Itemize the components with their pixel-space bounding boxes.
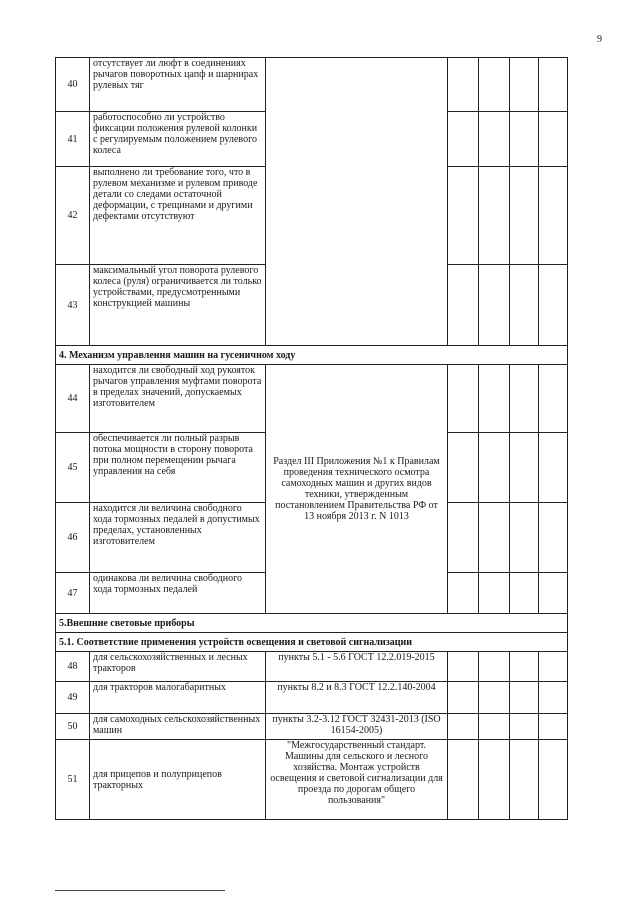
result-cell[interactable]: [479, 58, 510, 112]
check-question: для сельскохозяйственных и лесных тракторов: [90, 652, 266, 682]
table-row: [56, 365, 568, 433]
result-cell[interactable]: [510, 740, 539, 820]
result-cell[interactable]: [539, 112, 568, 167]
result-cell[interactable]: [539, 365, 568, 433]
row-number: 43: [56, 265, 90, 346]
row-number: 49: [56, 682, 90, 714]
section-heading-row: [56, 633, 568, 652]
result-cell[interactable]: [510, 503, 539, 573]
check-question: работоспособно ли устройство фиксации положения рулевой колонки с регулируемым положением рулевого колеса: [90, 112, 266, 167]
row-number: 50: [56, 714, 90, 740]
result-cell[interactable]: [539, 740, 568, 820]
check-question: выполнено ли требование того, что в рулевом механизме и рулевом приводе детали со следами остаточной деформации, с трещинами и другими дефектами отсутствуют: [90, 167, 266, 265]
requirement-cell: [266, 58, 448, 346]
result-cell[interactable]: [479, 167, 510, 265]
result-cell[interactable]: [448, 167, 479, 265]
section-heading-row: [56, 614, 568, 633]
table-row: [56, 58, 568, 112]
result-cell[interactable]: [479, 265, 510, 346]
check-question: обеспечивается ли полный разрыв потока мощности в сторону поворота при полном перемещении рычага управления на себя: [90, 433, 266, 503]
result-cell[interactable]: [510, 112, 539, 167]
row-number: 46: [56, 503, 90, 573]
row-number: 41: [56, 112, 90, 167]
check-question: находится ли величина свободного хода тормозных педалей в допустимых пределах, установленных изготовителем: [90, 503, 266, 573]
result-cell[interactable]: [479, 433, 510, 503]
result-cell[interactable]: [510, 682, 539, 714]
result-cell[interactable]: [448, 265, 479, 346]
result-cell[interactable]: [479, 714, 510, 740]
check-question: одинакова ли величина свободного хода тормозных педалей: [90, 573, 266, 614]
row-number: 51: [56, 740, 90, 820]
table-row: [56, 652, 568, 682]
result-cell[interactable]: [510, 652, 539, 682]
row-number: 40: [56, 58, 90, 112]
result-cell[interactable]: [479, 503, 510, 573]
legal-reference: Раздел III Приложения №1 к Правилам проведения технического осмотра самоходных машин и других видов техники, утвержденным постановлением Правительства РФ от 13 ноября 2013 г. N 1013: [266, 365, 448, 614]
check-question: находится ли свободный ход рукояток рычагов управления муфтами поворота в пределах значений, допускаемых изготовителем: [90, 365, 266, 433]
result-cell[interactable]: [479, 682, 510, 714]
result-cell[interactable]: [448, 433, 479, 503]
table-row: [56, 682, 568, 714]
section-title: 5.1. Соответствие применения устройств освещения и световой сигнализации: [56, 633, 568, 652]
result-cell[interactable]: [448, 365, 479, 433]
result-cell[interactable]: [539, 167, 568, 265]
row-number: 42: [56, 167, 90, 265]
inspection-checklist-table: [55, 57, 568, 820]
result-cell[interactable]: [539, 682, 568, 714]
result-cell[interactable]: [510, 58, 539, 112]
check-question: для самоходных сельскохозяйственных машин: [90, 714, 266, 740]
result-cell[interactable]: [479, 573, 510, 614]
result-cell[interactable]: [448, 503, 479, 573]
result-cell[interactable]: [448, 573, 479, 614]
result-cell[interactable]: [448, 58, 479, 112]
result-cell[interactable]: [510, 167, 539, 265]
row-number: 44: [56, 365, 90, 433]
check-question: максимальный угол поворота рулевого колеса (руля) ограничивается ли только устройствами, предусмотренными конструкцией машины: [90, 265, 266, 346]
result-cell[interactable]: [510, 573, 539, 614]
table-row: [56, 740, 568, 820]
row-number: 48: [56, 652, 90, 682]
result-cell[interactable]: [539, 573, 568, 614]
result-cell[interactable]: [539, 652, 568, 682]
result-cell[interactable]: [539, 433, 568, 503]
standard-reference: "Межгосударственный стандарт. Машины для сельского и лесного хозяйства. Монтаж устройств освещения и световой сигнализации для проезда по дорогам общего пользования": [266, 740, 448, 820]
result-cell[interactable]: [448, 652, 479, 682]
check-question: для тракторов малогабаритных: [90, 682, 266, 714]
section-title: 4. Механизм управления машин на гусеничном ходу: [56, 346, 568, 365]
standard-reference: пункты 8.2 и 8.3 ГОСТ 12.2.140-2004: [266, 682, 448, 714]
result-cell[interactable]: [539, 58, 568, 112]
result-cell[interactable]: [448, 682, 479, 714]
result-cell[interactable]: [479, 652, 510, 682]
result-cell[interactable]: [510, 714, 539, 740]
result-cell[interactable]: [479, 365, 510, 433]
standard-reference: пункты 5.1 - 5.6 ГОСТ 12.2.019-2015: [266, 652, 448, 682]
page-number: 9: [597, 34, 602, 45]
row-number: 45: [56, 433, 90, 503]
result-cell[interactable]: [539, 714, 568, 740]
result-cell[interactable]: [448, 714, 479, 740]
check-question: для прицепов и полуприцепов тракторных: [90, 740, 266, 820]
result-cell[interactable]: [479, 740, 510, 820]
result-cell[interactable]: [510, 433, 539, 503]
check-question: отсутствует ли люфт в соединениях рычагов поворотных цапф и шарнирах рулевых тяг: [90, 58, 266, 112]
standard-reference: пункты 3.2-3.12 ГОСТ 32431-2013 (ISO 16154-2005): [266, 714, 448, 740]
result-cell[interactable]: [510, 265, 539, 346]
result-cell[interactable]: [448, 112, 479, 167]
section-title: 5.Внешние световые приборы: [56, 614, 568, 633]
result-cell[interactable]: [479, 112, 510, 167]
result-cell[interactable]: [448, 740, 479, 820]
result-cell[interactable]: [539, 503, 568, 573]
result-cell[interactable]: [510, 365, 539, 433]
footnote-separator: [55, 890, 225, 891]
result-cell[interactable]: [539, 265, 568, 346]
row-number: 47: [56, 573, 90, 614]
section-heading-row: [56, 346, 568, 365]
table-row: [56, 714, 568, 740]
